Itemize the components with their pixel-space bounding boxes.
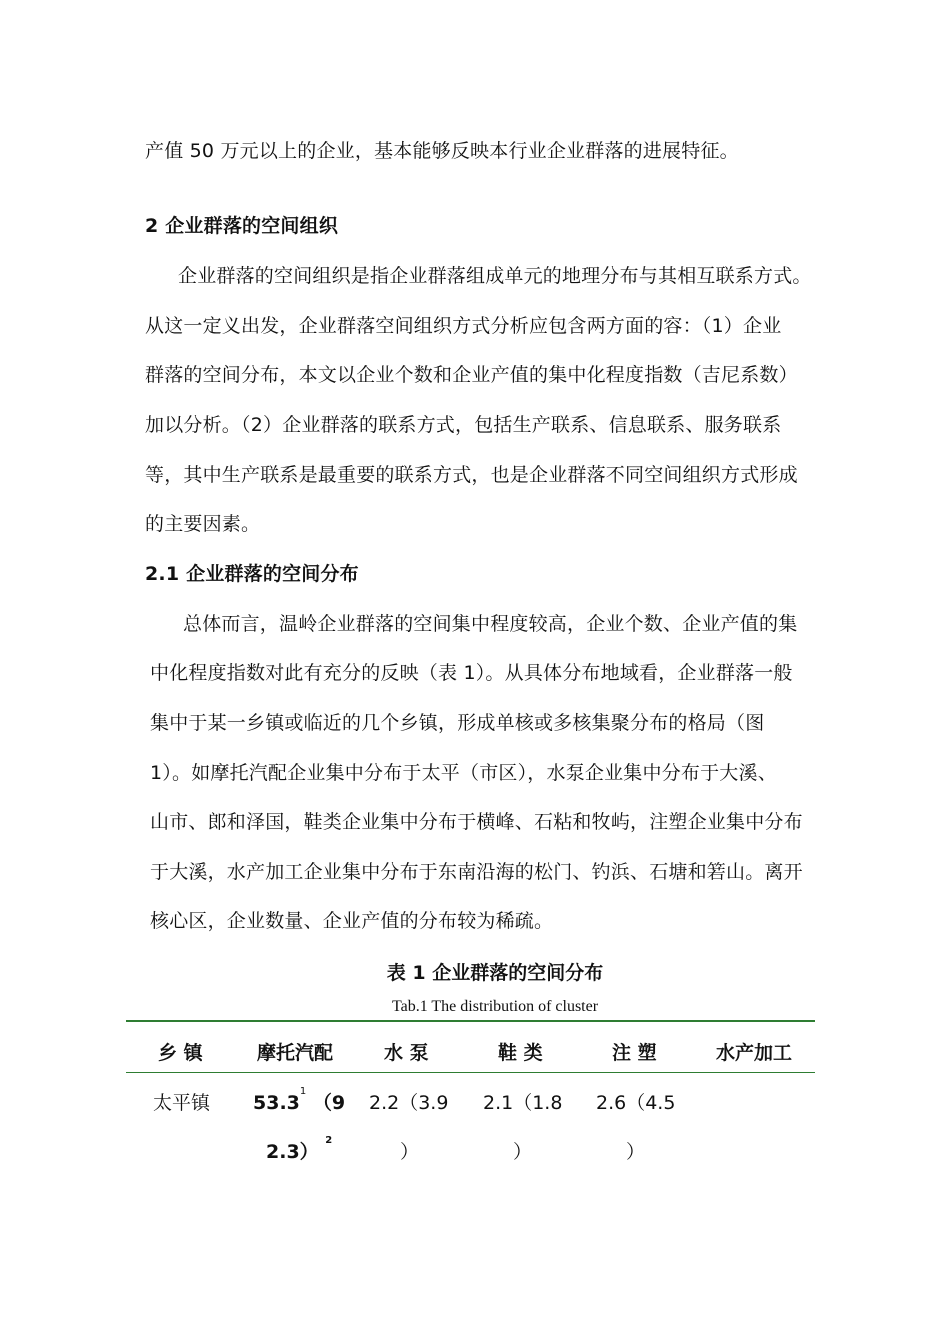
table-cell-pump: 2.2（3.9 xyxy=(369,1092,449,1114)
table-header-rule xyxy=(126,1072,815,1073)
body-text-line: 的主要因素。 xyxy=(145,513,261,535)
table-caption-en: Tab.1 The distribution of cluster xyxy=(391,998,599,1015)
body-text-line: 企业群落的空间组织是指企业群落组成单元的地理分布与其相互联系方式。 xyxy=(178,265,812,287)
moto-value-paren: （9 xyxy=(312,1092,346,1114)
table-header-plastic: 注 塑 xyxy=(612,1042,657,1064)
table-caption-cn: 表 1 企业群落的空间分布 xyxy=(386,962,604,984)
table-cell-moto xyxy=(253,1088,345,1115)
body-text-line: 加以分析。（2）企业群落的联系方式，包括生产联系、信息联系、服务联系 xyxy=(145,414,782,436)
table-header-moto: 摩托汽配 xyxy=(257,1042,334,1064)
footnote-mark: 1 xyxy=(299,1086,307,1097)
body-text-line: 等，其中生产联系是最重要的联系方式，也是企业群落不同空间组织方式形成 xyxy=(145,464,798,486)
table-header-aquatic: 水产加工 xyxy=(716,1042,793,1064)
table-cell-moto-cont xyxy=(266,1137,332,1164)
table-cell-shoes: 2.1（1.8 xyxy=(483,1092,563,1114)
moto-value: 53.3 xyxy=(253,1092,300,1114)
table-cell-shoes-cont: ） xyxy=(513,1141,533,1163)
table-header-pump: 水 泵 xyxy=(384,1042,429,1064)
table-cell-plastic: 2.6（4.5 xyxy=(596,1092,676,1114)
body-text-line: 核心区，企业数量、企业产值的分布较为稀疏。 xyxy=(150,910,554,932)
body-text-line: 产值 50 万元以上的企业，基本能够反映本行业企业群落的进展特征。 xyxy=(145,140,739,162)
table-header-town: 乡 镇 xyxy=(158,1042,203,1064)
table-cell-plastic-cont: ） xyxy=(626,1141,646,1163)
body-text-line: 集中于某一乡镇或临近的几个乡镇，形成单核或多核集聚分布的格局（图 xyxy=(150,712,765,734)
body-text-line: 从这一定义出发，企业群落空间组织方式分析应包含两方面的容：（1）企业 xyxy=(145,315,782,337)
body-text-line: 山市、郎和泽国，鞋类企业集中分布于横峰、石粘和牧屿，注塑企业集中分布 xyxy=(150,811,803,833)
body-text-line: 1）。如摩托汽配企业集中分布于太平（市区），水泵企业集中分布于大溪、 xyxy=(150,762,777,784)
body-text-line: 群落的空间分布，本文以企业个数和企业产值的集中化程度指数（吉尼系数） xyxy=(145,364,798,386)
table-cell-pump-cont: ） xyxy=(400,1141,420,1163)
body-text-line: 于大溪，水产加工企业集中分布于东南沿海的松门、钓浜、石塘和箬山。离开 xyxy=(150,861,803,883)
subsection-heading: 2.1 企业群落的空间分布 xyxy=(145,563,359,585)
moto-value-cont: 2.3） xyxy=(266,1141,319,1163)
table-cell-town: 太平镇 xyxy=(153,1092,211,1114)
table-top-rule xyxy=(126,1020,815,1022)
footnote-mark: 2 xyxy=(325,1135,333,1146)
body-text-line: 中化程度指数对此有充分的反映（表 1）。从具体分布地域看，企业群落一般 xyxy=(150,662,793,684)
section-heading: 2 企业群落的空间组织 xyxy=(145,215,339,237)
table-header-shoes: 鞋 类 xyxy=(498,1042,543,1064)
body-text-line: 总体而言，温岭企业群落的空间集中程度较高，企业个数、企业产值的集 xyxy=(183,613,798,635)
